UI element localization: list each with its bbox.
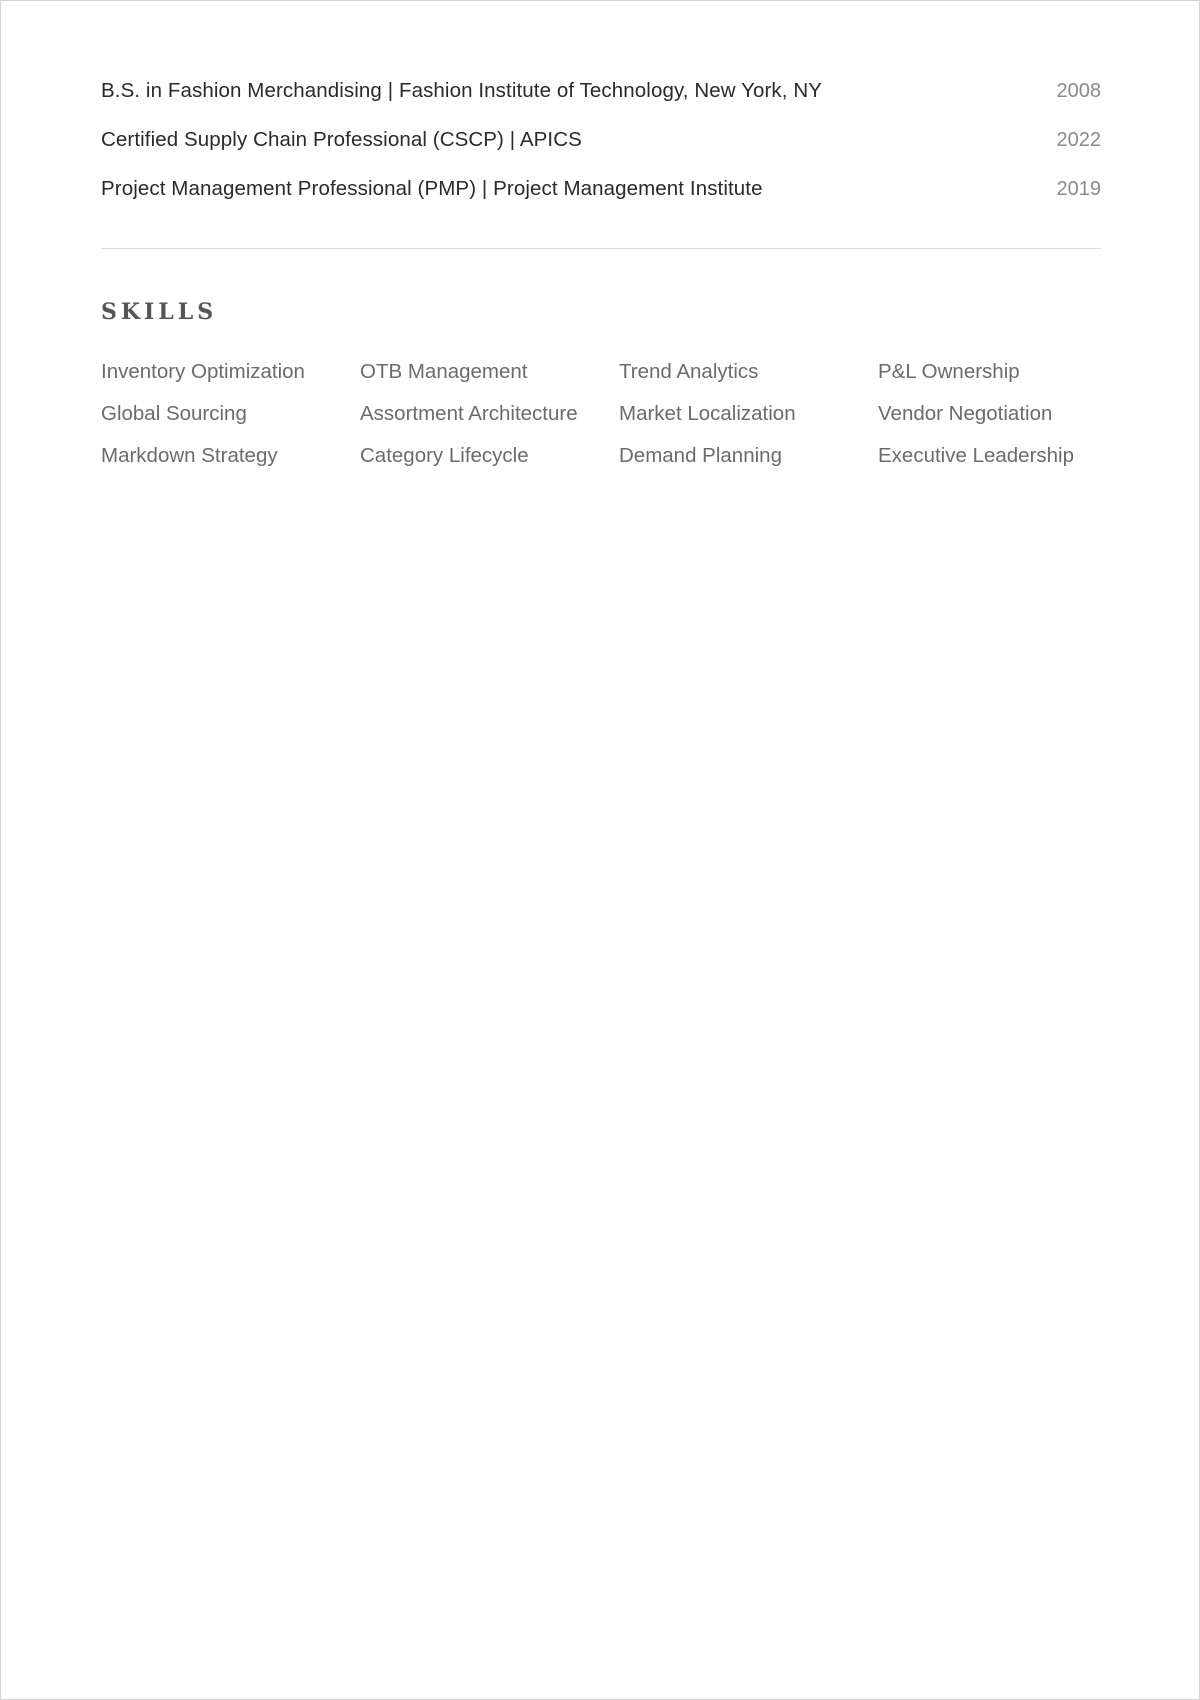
- skill-item: P&L Ownership: [878, 360, 1020, 383]
- education-year: 2008: [1056, 80, 1101, 102]
- education-entry: [101, 128, 1101, 177]
- section-divider: [101, 248, 1101, 249]
- skill-item: Assortment Architecture: [360, 402, 578, 425]
- skill-item: Market Localization: [619, 402, 796, 425]
- education-title: Project Management Professional (PMP) | Project Management Institute: [101, 177, 763, 200]
- education-title: B.S. in Fashion Merchandising | Fashion Institute of Technology, New York, NY: [101, 79, 823, 102]
- skill-item: OTB Management: [360, 360, 528, 383]
- skill-item: Executive Leadership: [878, 444, 1075, 467]
- education-list: [101, 79, 1101, 226]
- skill-item: Global Sourcing: [101, 402, 247, 425]
- skill-item: Demand Planning: [619, 444, 782, 467]
- education-year: 2022: [1056, 129, 1101, 151]
- education-year: 2019: [1056, 178, 1101, 200]
- skill-item: Trend Analytics: [619, 360, 759, 383]
- education-entry: [101, 79, 1101, 128]
- skill-item: Markdown Strategy: [101, 444, 278, 467]
- skill-item: Category Lifecycle: [360, 444, 529, 467]
- skill-item: Inventory Optimization: [101, 360, 305, 383]
- education-title: Certified Supply Chain Professional (CSCP) | APICS: [101, 128, 582, 151]
- skill-item: Vendor Negotiation: [878, 402, 1053, 425]
- skills-grid: [101, 357, 1111, 471]
- education-entry: [101, 177, 1101, 226]
- skills-heading: SKILLS: [101, 299, 218, 325]
